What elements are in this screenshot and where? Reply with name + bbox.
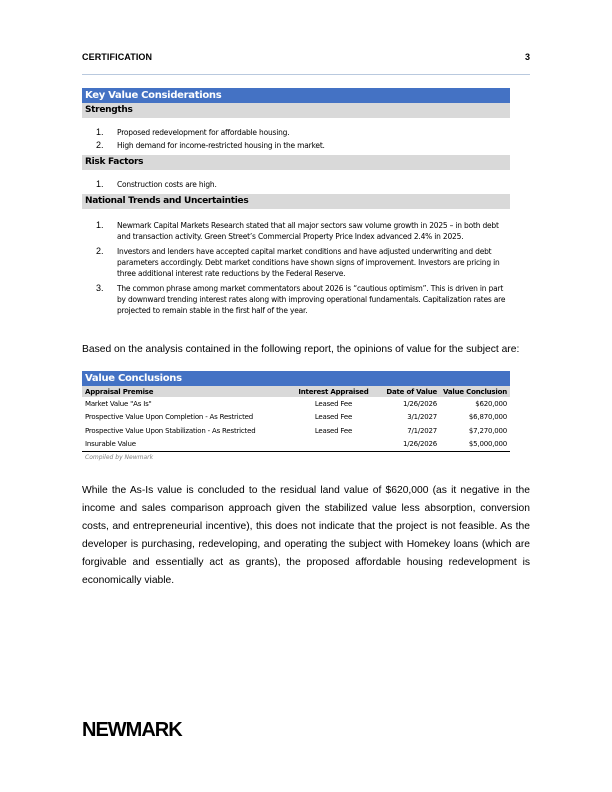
national-trends-list	[82, 220, 510, 316]
source-note: Compiled by Newmark	[85, 454, 154, 461]
premise-cell: Market Value "As Is"	[85, 399, 152, 408]
list-text: High demand for income-restricted housing in the market.	[117, 141, 325, 150]
list-number: 1.	[96, 127, 104, 137]
list-text: The common phrase among market commentators about 2026 is “cautious optimism”. This is driven in part by downward trending interest rates along with improving operational fundamentals. Capitalization rates are projected to remain stable in the first half of the year.	[117, 284, 506, 315]
column-header: Date of Value	[386, 387, 438, 396]
interest-cell	[291, 438, 375, 452]
date-cell: 1/26/2026	[402, 399, 438, 408]
risk-factors-list	[82, 179, 510, 190]
column-header: Value Conclusion	[443, 387, 507, 396]
risk-factors-heading: Risk Factors	[82, 155, 510, 170]
value-cell: $620,000	[475, 399, 507, 408]
premise-cell: Prospective Value Upon Stabilization - As Restricted	[85, 426, 256, 435]
date-cell: 3/1/2027	[407, 413, 438, 422]
list-item	[82, 246, 510, 279]
newmark-logo: NEWMARK	[82, 719, 182, 741]
value-cell: $6,870,000	[468, 413, 507, 422]
value-conclusions-table	[82, 386, 510, 451]
list-text: Investors and lenders have accepted capital market conditions and have adjusted underwriting and debt parameters accordingly. Debt market conditions have shown signs of improvement. Investors are pricing in three additional interest rate reductions by the Federal Reserve.	[117, 247, 500, 278]
intro-text: Based on the analysis contained in the following report, the opinions of value for the subject are:	[82, 344, 520, 355]
value-conclusions	[82, 371, 510, 461]
key-value-title: Key Value Considerations	[82, 88, 510, 103]
value-conclusions-title: Value Conclusions	[82, 371, 510, 386]
table-row	[82, 438, 510, 452]
strengths-heading: Strengths	[82, 103, 510, 118]
interest-cell: Leased Fee	[314, 399, 353, 408]
list-number: 2.	[96, 140, 104, 150]
interest-cell: Leased Fee	[314, 426, 353, 435]
value-cell: $5,000,000	[468, 440, 507, 449]
list-item	[82, 179, 510, 190]
list-text: Construction costs are high.	[117, 180, 217, 189]
list-item	[82, 220, 510, 242]
table-row	[82, 411, 510, 425]
list-number: 1.	[96, 179, 104, 189]
conclusion-paragraph: While the As-Is value is concluded to the residual land value of $620,000 (as it negative in the income and sales comparison approach given the stabilized value less absorption, conversion costs, and entrepreneurial incentive), this does not indicate that the project is not feasible. As the developer is purchasing, redeveloping, and operating the subject with Homekey loans (which are forgivable and essentially act as grants), the proposed affordable housing redevelopment is economically viable.	[82, 485, 530, 586]
header-divider	[82, 74, 530, 75]
key-value-considerations	[82, 88, 510, 316]
date-cell: 1/26/2026	[402, 440, 438, 449]
column-header: Interest Appraised	[298, 387, 369, 396]
list-item	[82, 140, 510, 151]
table-header-row	[82, 386, 510, 397]
list-item	[82, 283, 510, 316]
list-text: Proposed redevelopment for affordable housing.	[117, 128, 290, 137]
table-row	[82, 397, 510, 411]
date-cell: 7/1/2027	[407, 426, 438, 435]
column-header: Appraisal Premise	[85, 387, 154, 396]
value-cell: $7,270,000	[468, 426, 507, 435]
list-item	[82, 127, 510, 138]
section-title: CERTIFICATION	[82, 52, 153, 62]
list-text: Newmark Capital Markets Research stated that all major sectors saw volume growth in 2025 – in both debt and transaction activity. Green Street’s Commercial Property Price Index advanced 2.4% in 2025.	[117, 221, 499, 241]
national-trends-heading: National Trends and Uncertainties	[82, 194, 510, 209]
premise-cell: Prospective Value Upon Completion - As Restricted	[85, 413, 254, 422]
page-header	[82, 52, 530, 66]
list-number: 2.	[96, 246, 104, 256]
strengths-list	[82, 127, 510, 151]
page-number: 3	[524, 52, 530, 62]
interest-cell: Leased Fee	[314, 413, 353, 422]
table-row	[82, 424, 510, 438]
premise-cell: Insurable Value	[85, 440, 136, 449]
table-bottom-rule	[82, 451, 510, 452]
list-number: 1.	[96, 220, 104, 230]
list-number: 3.	[96, 283, 104, 293]
